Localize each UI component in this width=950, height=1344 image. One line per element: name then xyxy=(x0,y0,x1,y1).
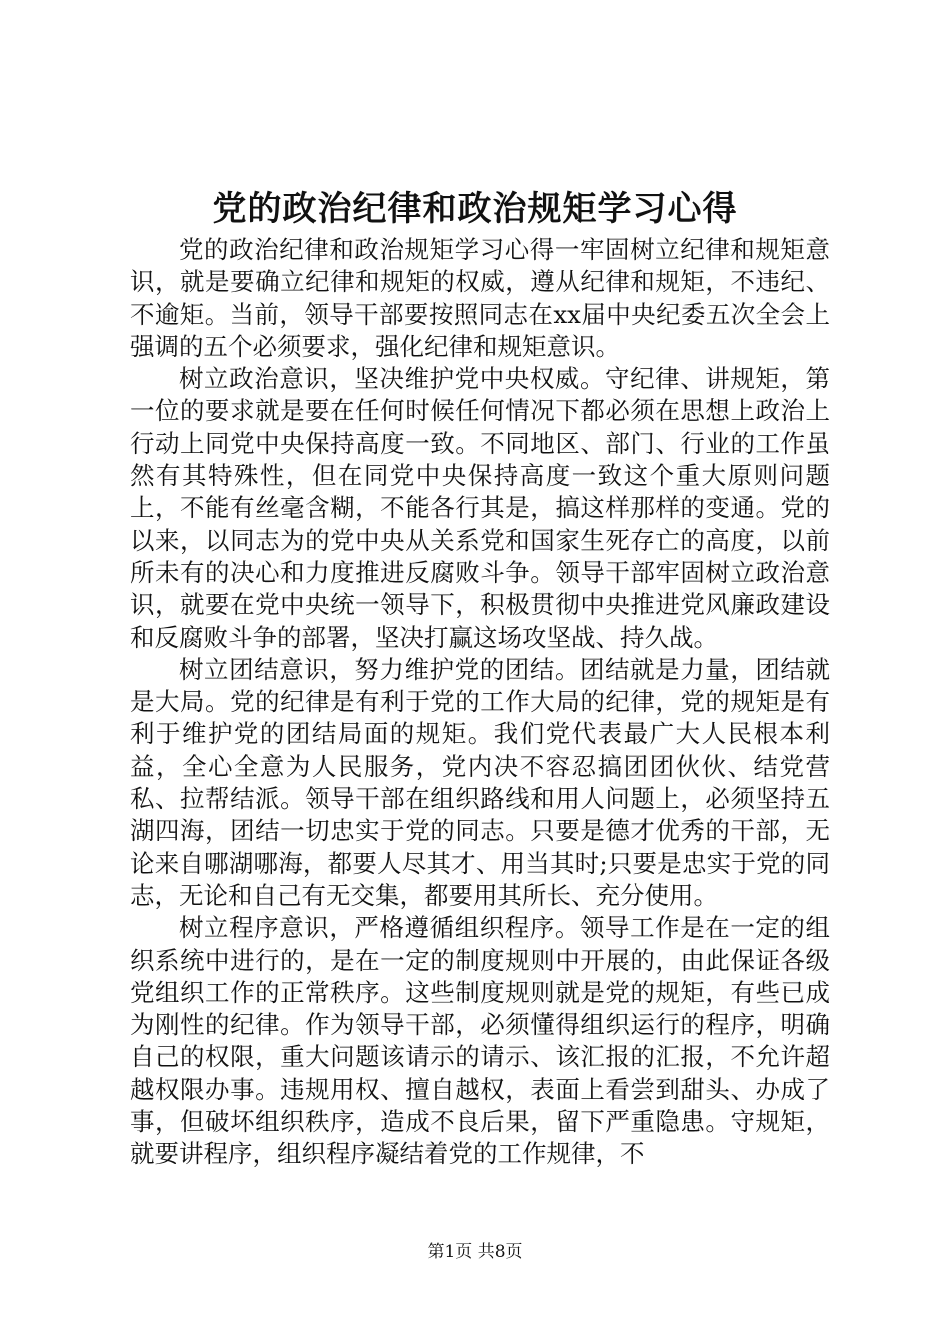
document-body xyxy=(130,234,830,1171)
paragraph-4: 树立程序意识，严格遵循组织程序。领导工作是在一定的组织系统中进行的，是在一定的制度规则中开展的，由此保证各级党组织工作的正常秩序。这些制度规则就是党的规矩，有些已成为刚性的纪律。作为领导干部，必须懂得组织运行的程序，明确自己的权限，重大问题该请示的请示、该汇报的汇报，不允许超越权限办事。违规用权、擅自越权，表面上看尝到甜头、办成了事，但破坏组织秩序，造成不良后果，留下严重隐患。守规矩，就要讲程序，组织程序凝结着党的工作规律，不 xyxy=(130,913,830,1169)
paragraph-3: 树立团结意识，努力维护党的团结。团结就是力量，团结就是大局。党的纪律是有利于党的工作大局的纪律，党的规矩是有利于维护党的团结局面的规矩。我们党代表最广大人民根本利益，全心全意为人民服务，党内决不容忍搞团团伙伙、结党营私、拉帮结派。领导干部在组织路线和用人问题上，必须坚持五湖四海，团结一切忠实于党的同志。只要是德才优秀的干部，无论来自哪湖哪海，都要人尽其才、用当其时;只要是忠实于党的同志，无论和自己有无交集，都要用其所长、充分使用。 xyxy=(130,654,830,910)
paragraph-1: 党的政治纪律和政治规矩学习心得一牢固树立纪律和规矩意识，就是要确立纪律和规矩的权威，遵从纪律和规矩，不违纪、不逾矩。当前，领导干部要按照同志在xx届中央纪委五次全会上强调的五个必须要求，强化纪律和规矩意识。 xyxy=(130,235,830,361)
document-title: 党的政治纪律和政治规矩学习心得 xyxy=(212,189,738,229)
paragraph-2: 树立政治意识，坚决维护党中央权威。守纪律、讲规矩，第一位的要求就是要在任何时候任何情况下都必须在思想上政治上行动上同党中央保持高度一致。不同地区、部门、行业的工作虽然有其特殊性，但在同党中央保持高度一致这个重大原则问题上，不能有丝毫含糊，不能各行其是，搞这样那样的变通。党的以来，以同志为的党中央从关系党和国家生死存亡的高度，以前所未有的决心和力度推进反腐败斗争。领导干部牢固树立政治意识，就要在党中央统一领导下，积极贯彻中央推进党风廉政建设和反腐败斗争的部署，坚决打赢这场攻坚战、持久战。 xyxy=(130,364,830,652)
page-footer: 第1页 共8页 xyxy=(427,1242,523,1262)
